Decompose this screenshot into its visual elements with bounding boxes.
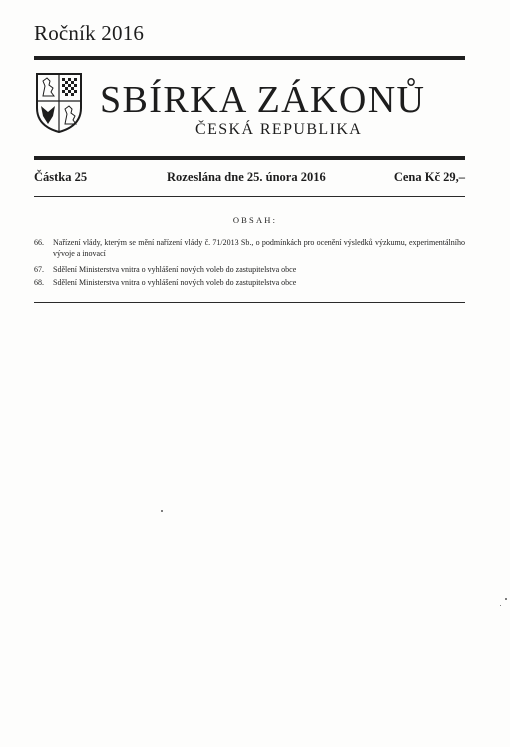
contents-item-number: 67. xyxy=(34,265,44,274)
scan-speck xyxy=(505,598,507,600)
contents-bottom-rule xyxy=(34,302,465,303)
issue-rule xyxy=(34,196,465,197)
issue-price: Cena Kč 29,– xyxy=(393,170,465,184)
country-subtitle: ČESKÁ REPUBLIKA xyxy=(195,121,363,138)
contents-item-number: 68. xyxy=(34,278,44,287)
issue-part: Částka 25 xyxy=(34,170,88,184)
contents-item xyxy=(34,264,465,276)
contents-item xyxy=(34,277,465,289)
scan-speck xyxy=(500,605,501,606)
release-date: Rozeslána dne 25. února 2016 xyxy=(167,170,326,184)
volume-label: Ročník 2016 xyxy=(34,21,145,45)
contents-item xyxy=(34,237,465,261)
contents-item-number: 66. xyxy=(34,238,44,247)
publication-title: SBÍRKA ZÁKONŮ xyxy=(100,79,426,121)
scan-speck xyxy=(161,510,163,512)
coat-of-arms-icon xyxy=(35,72,83,134)
contents-item-text: Sdělení Ministerstva vnitra o vyhlášení nových voleb do zastupitelstva obce xyxy=(53,278,297,287)
contents-item-text: Nařízení vlády, kterým se mění nařízení vlády č. 71/2013 Sb., o podmínkách pro ocenění výsledků výzkumu, experimentálního vývoje a inovací xyxy=(53,238,465,258)
contents-item-text: Sdělení Ministerstva vnitra o vyhlášení nových voleb do zastupitelstva obce xyxy=(53,265,297,274)
contents-heading: OBSAH: xyxy=(232,215,278,225)
top-rule xyxy=(34,56,465,60)
header-rule xyxy=(34,156,465,160)
